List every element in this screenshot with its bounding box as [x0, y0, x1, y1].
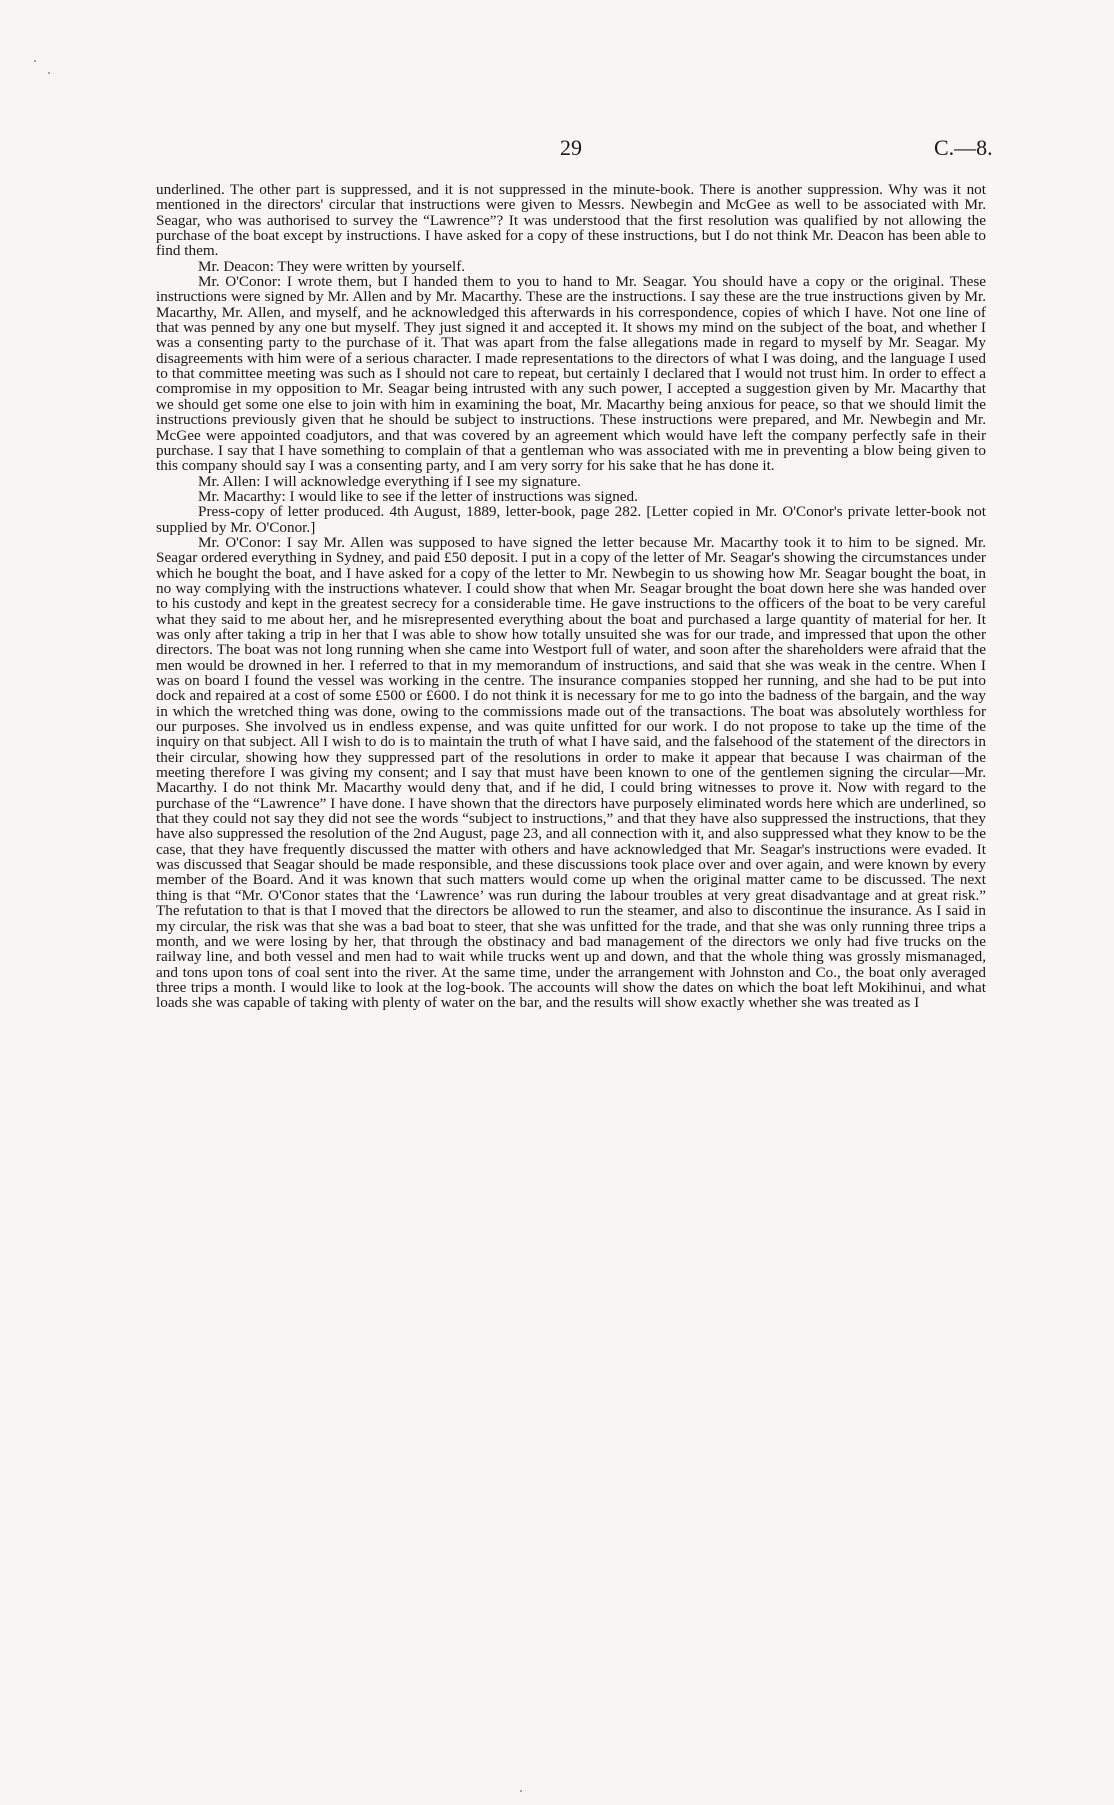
paper-speck: [34, 60, 36, 62]
body-text: [156, 182, 986, 1011]
paragraph-press-copy-note: Press-copy of letter produced. 4th August, 1889, letter-book, page 282. [Letter copied in Mr. O'Conor's private letter-book not supplied by Mr. O'Conor.]: [156, 503, 986, 536]
paper-speck: [48, 72, 50, 74]
paragraph-macarthy-reply: Mr. Macarthy: I would like to see if the letter of instructions was signed.: [198, 487, 638, 505]
paragraph-oconor-statement: Mr. O'Conor: I wrote them, but I handed them to you to hand to Mr. Seagar. You should have a copy or the original. These instructions were signed by Mr. Allen and by Mr. Macarthy. These are the instructions. I say these are the true instructions given by Mr. Macarthy, Mr. Allen, and myself, and he acknowledged this afterwards in his correspondence, copies of which I have. Not one line of that was penned by any one but myself. They just signed it and accepted it. It shows my mind on the subject of the boat, and whether I was a consenting party to the purchase of it. That was apart from the false allegations made in regard to myself by Mr. Seagar. My disagreements with him were of a serious character. I made representations to the directors of what I was doing, and the language I used to that committee meeting was such as I should not care to repeat, but certainly I declared that I would not trust him. In order to effect a compromise in my opposition to Mr. Seagar being intrusted with any such power, I accepted a suggestion given by Mr. Macarthy that we should get some one else to join with him in examining the boat, Mr. Macarthy being anxious for peace, so that we should limit the instructions previously given that he should be subject to instructions. These instructions were prepared, and Mr. Newbegin and Mr. McGee were appointed coadjutors, and that was covered by an agreement which would have left the company perfectly safe in their purchase. I say that I have something to complain of that a gentleman who was associated with me in preventing a blow being given to this company should say I was a consenting party, and I am very sorry for his sake that he has done it.: [156, 273, 986, 475]
document-reference: C.—8.: [934, 135, 993, 160]
paragraph-oconor-long-statement: Mr. O'Conor: I say Mr. Allen was supposed to have signed the letter because Mr. Macarthy took it to him to be signed. Mr. Seagar ordered everything in Sydney, and paid £50 deposit. I put in a copy of the letter of Mr. Seagar's showing the circumstances under which he bought the boat, and I have asked for a copy of the letter to Mr. Newbegin to us showing how Mr. Seagar bought the boat, in no way complying with the instructions whatever. I could show that when Mr. Seagar brought the boat down here she was handed over to his custody and kept in the greatest secrecy for a considerable time. He gave instructions to the officers of the boat to be very careful what they said to me about her, and he misrepresented everything about the boat and purchased a large quantity of material for her. It was only after taking a trip in her that I was able to show how totally unsuited she was for our trade, and impressed that upon the other directors. The boat was not long running when she came into Westport full of water, and soon after the shareholders were afraid that the men would be drowned in her. I referred to that in my memorandum of instructions, and said that she was weak in the centre. When I was on board I found the vessel was working in the centre. The insurance companies stopped her running, and she had to be put into dock and repaired at a cost of some £500 or £600. I do not think it is necessary for me to go into the badness of the bargain, and the way in which the wretched thing was done, owing to the commissions made out of the transactions. The boat was absolutely worthless for our purposes. She involved us in endless expense, and was quite unfitted for our work. I do not propose to take up the time of the inquiry on that subject. All I wish to do is to maintain the truth of what I have said, and the falsehood of the statement of the directors in their circular, showing how they suppressed part of the resolutions in order to make it appear that because I was chairman of the meeting therefore I was giving my consent; and I say that must have been known to one of the gentlemen signing the circular—Mr. Macarthy. I do not think Mr. Macarthy would deny that, and if he did, I could bring witnesses to prove it. Now with regard to the purchase of the “Lawrence” I have done. I have shown that the directors have purposely eliminated words here which are underlined, so that they could not say they did not see the words “subject to instructions,” and that they have also suppressed the instructions, that they have also suppressed the resolution of the 2nd August, page 23, and all connection with it, and also suppressed what they know to be the case, that they have frequently discussed the matter with others and have acknowledged that Mr. Seagar's instructions were evaded. It was discussed that Seagar should be made responsible, and these discussions took place over and over again, and were known by every member of the Board. And it was known that such matters would come up when the original matter came to be discussed. The next thing is that “Mr. O'Conor states that the ‘Lawrence’ was run during the labour troubles at very great disadvantage and at great risk.” The refutation to that is that I moved that the directors be allowed to run the steamer, and also to discontinue the insurance. As I said in my circular, the risk was that she was a bad boat to steer, that she was unfitted for the trade, and that she was only running three trips a month, and we were losing by her, that through the obstinacy and bad management of the directors we only had five trucks on the railway line, and both vessel and men had to wait while trucks went up and down, and that the whole thing was grossly mismanaged, and tons upon tons of coal sent into the river. At the same time, under the arrangement with Johnston and Co., the boat only averaged three trips a month. I would like to look at the log-book. The accounts will show the dates on which the boat left Mokihinui, and what loads she was capable of taking with plenty of water on the bar, and the results will show exactly whether she was treated as I: [156, 533, 986, 1012]
paper-speck: [520, 1790, 522, 1792]
paragraph-allen-reply: Mr. Allen: I will acknowledge everything if I see my signature.: [198, 472, 581, 490]
paragraph-continuation: underlined. The other part is suppressed, and it is not suppressed in the minute-book. There is another suppression. Why was it not mentioned in the directors' circular that instructions were given to Messrs. Newbegin and McGee as well to be associated with Mr. Seagar, who was authorised to survey the “Lawrence”? It was understood that the first resolution was qualified by not allowing the purchase of the boat except by instructions. I have asked for a copy of these instructions, but I do not think Mr. Deacon has been able to find them.: [156, 181, 986, 260]
page-number: 29: [560, 135, 582, 160]
paragraph-deacon-reply: Mr. Deacon: They were written by yourself.: [198, 257, 466, 275]
